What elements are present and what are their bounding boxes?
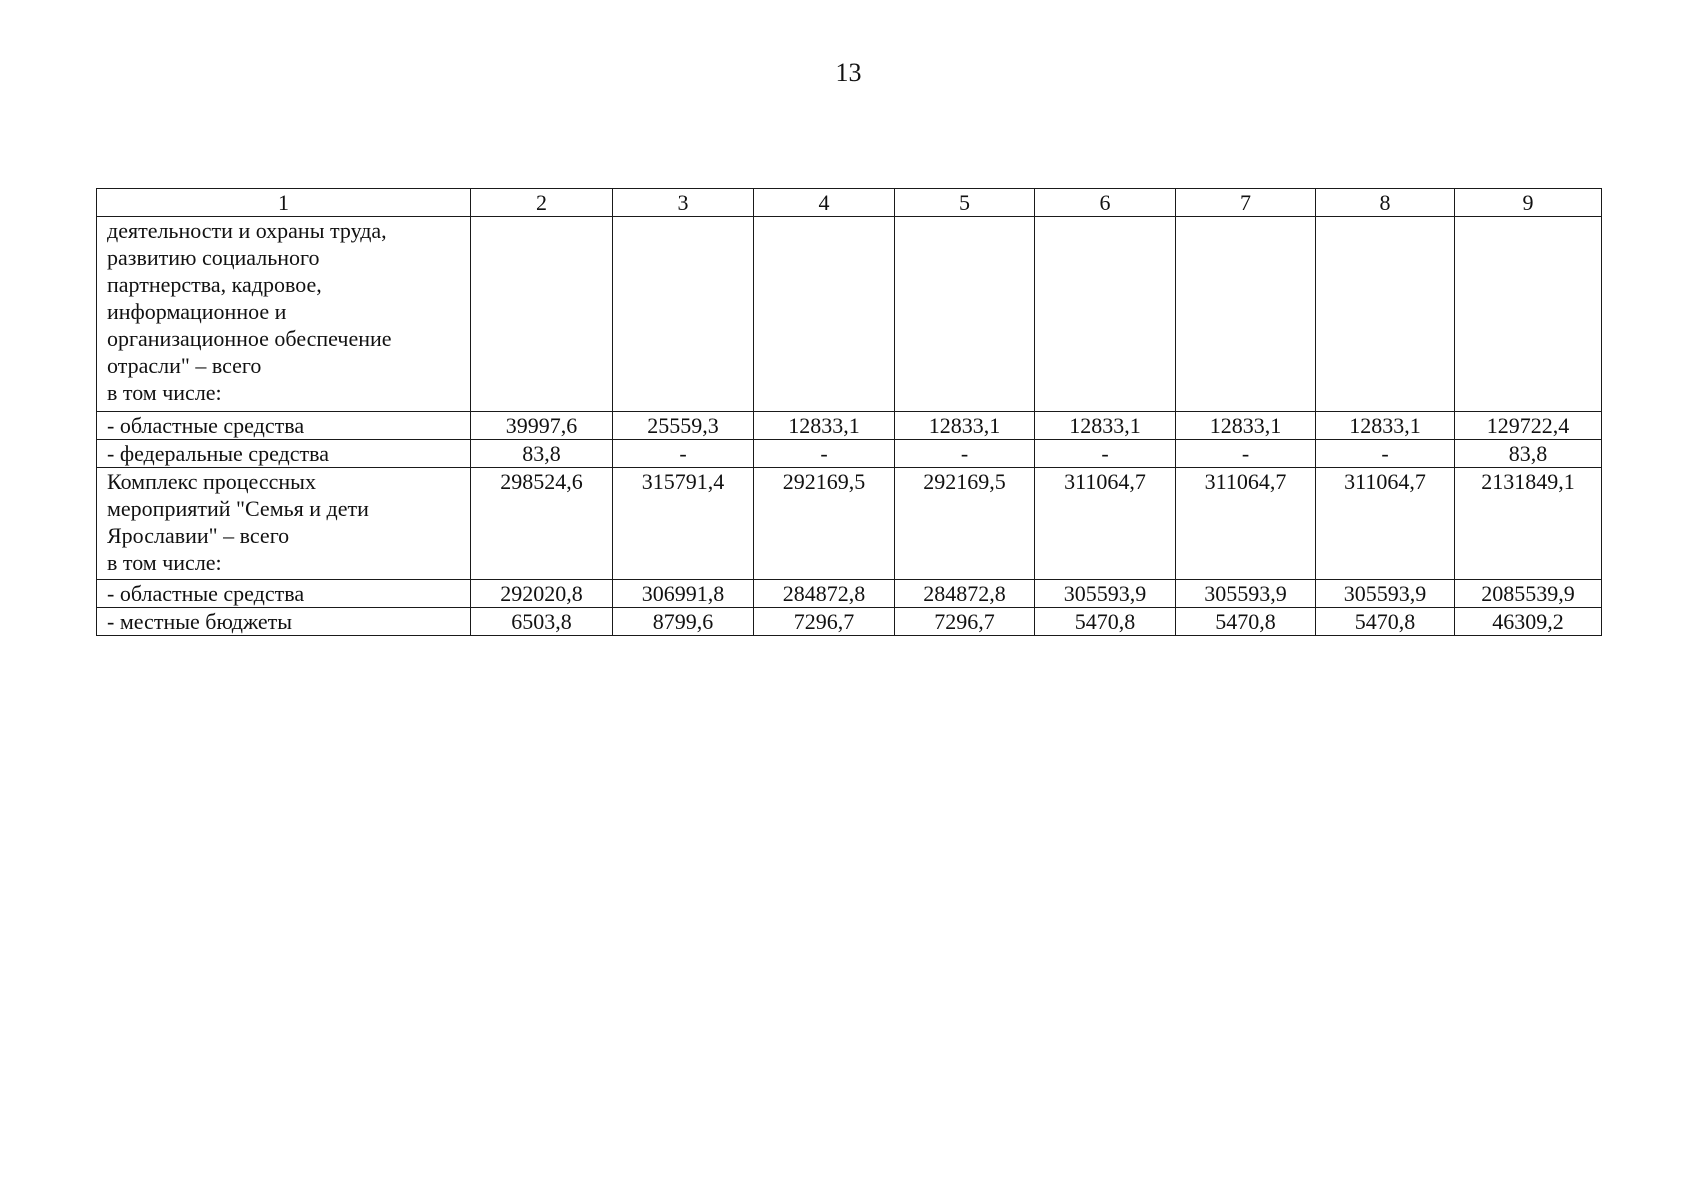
table-cell: -	[754, 440, 895, 468]
table-cell: 46309,2	[1455, 608, 1602, 636]
column-header-1: 1	[97, 189, 471, 217]
column-header-8: 8	[1316, 189, 1455, 217]
table-row	[97, 608, 1602, 636]
table-cell	[1176, 217, 1316, 412]
row-label-line: Ярославии" – всего	[107, 523, 290, 548]
row-label-line: развитию социального	[107, 245, 320, 270]
table-cell	[1455, 217, 1602, 412]
row-label-line: в том числе:	[107, 380, 222, 405]
table-row	[97, 412, 1602, 440]
table-cell: 292169,5	[895, 468, 1035, 580]
table-cell: 305593,9	[1176, 580, 1316, 608]
table-cell: -	[1316, 440, 1455, 468]
table-cell: 5470,8	[1316, 608, 1455, 636]
table-cell: 25559,3	[613, 412, 754, 440]
table-cell: 284872,8	[895, 580, 1035, 608]
table-cell	[613, 217, 754, 412]
table-cell	[1035, 217, 1176, 412]
row-label-line: - областные средства	[107, 581, 305, 606]
table-cell: 5470,8	[1176, 608, 1316, 636]
table-cell: 311064,7	[1316, 468, 1455, 580]
table-cell: 83,8	[1455, 440, 1602, 468]
table-cell: 284872,8	[754, 580, 895, 608]
row-label-line: - областные средства	[107, 413, 305, 438]
column-header-7: 7	[1176, 189, 1316, 217]
table-cell: 298524,6	[471, 468, 613, 580]
row-label-line: Комплекс процессных	[107, 469, 316, 494]
table-cell: 8799,6	[613, 608, 754, 636]
row-label-line: партнерства, кадровое,	[107, 272, 322, 297]
row-label	[97, 440, 471, 468]
table-cell	[471, 217, 613, 412]
row-label	[97, 217, 471, 412]
column-header-5: 5	[895, 189, 1035, 217]
row-label-line: информационное и	[107, 299, 287, 324]
table-cell: 12833,1	[895, 412, 1035, 440]
column-header-2: 2	[471, 189, 613, 217]
row-label-line: мероприятий "Семья и дети	[107, 496, 369, 521]
table-cell: -	[1035, 440, 1176, 468]
table-cell: -	[1176, 440, 1316, 468]
table-cell: 5470,8	[1035, 608, 1176, 636]
row-label-line: отрасли" – всего	[107, 353, 262, 378]
column-header-9: 9	[1455, 189, 1602, 217]
table-cell	[1316, 217, 1455, 412]
table-row	[97, 440, 1602, 468]
table-cell: 6503,8	[471, 608, 613, 636]
table-cell: -	[895, 440, 1035, 468]
table-row	[97, 580, 1602, 608]
column-header-4: 4	[754, 189, 895, 217]
table-cell: 129722,4	[1455, 412, 1602, 440]
table-cell: 311064,7	[1035, 468, 1176, 580]
table-cell: 305593,9	[1316, 580, 1455, 608]
row-label	[97, 580, 471, 608]
row-label-line: - местные бюджеты	[107, 609, 293, 634]
table-cell: 12833,1	[1176, 412, 1316, 440]
row-label-line: - федеральные средства	[107, 441, 329, 466]
table-row	[97, 217, 1602, 412]
table-cell: 12833,1	[1316, 412, 1455, 440]
table-cell: 292169,5	[754, 468, 895, 580]
row-label	[97, 608, 471, 636]
budget-table	[96, 188, 1602, 636]
row-label-line: деятельности и охраны труда,	[107, 218, 387, 243]
table-cell: 7296,7	[754, 608, 895, 636]
table-cell: 315791,4	[613, 468, 754, 580]
table-cell	[754, 217, 895, 412]
row-label	[97, 412, 471, 440]
row-label-line: организационное обеспечение	[107, 326, 392, 351]
table-cell: -	[613, 440, 754, 468]
table-cell: 306991,8	[613, 580, 754, 608]
table-cell: 83,8	[471, 440, 613, 468]
table-cell: 292020,8	[471, 580, 613, 608]
table-cell: 2131849,1	[1455, 468, 1602, 580]
table-cell: 311064,7	[1176, 468, 1316, 580]
header-row	[97, 189, 1602, 217]
row-label	[97, 468, 471, 580]
table-cell	[895, 217, 1035, 412]
table-cell: 12833,1	[1035, 412, 1176, 440]
table-cell: 2085539,9	[1455, 580, 1602, 608]
table-cell: 7296,7	[895, 608, 1035, 636]
page-number: 13	[835, 58, 862, 87]
table-cell: 305593,9	[1035, 580, 1176, 608]
column-header-3: 3	[613, 189, 754, 217]
row-label-line: в том числе:	[107, 550, 222, 575]
table-cell: 39997,6	[471, 412, 613, 440]
table-cell: 12833,1	[754, 412, 895, 440]
table-row	[97, 468, 1602, 580]
column-header-6: 6	[1035, 189, 1176, 217]
